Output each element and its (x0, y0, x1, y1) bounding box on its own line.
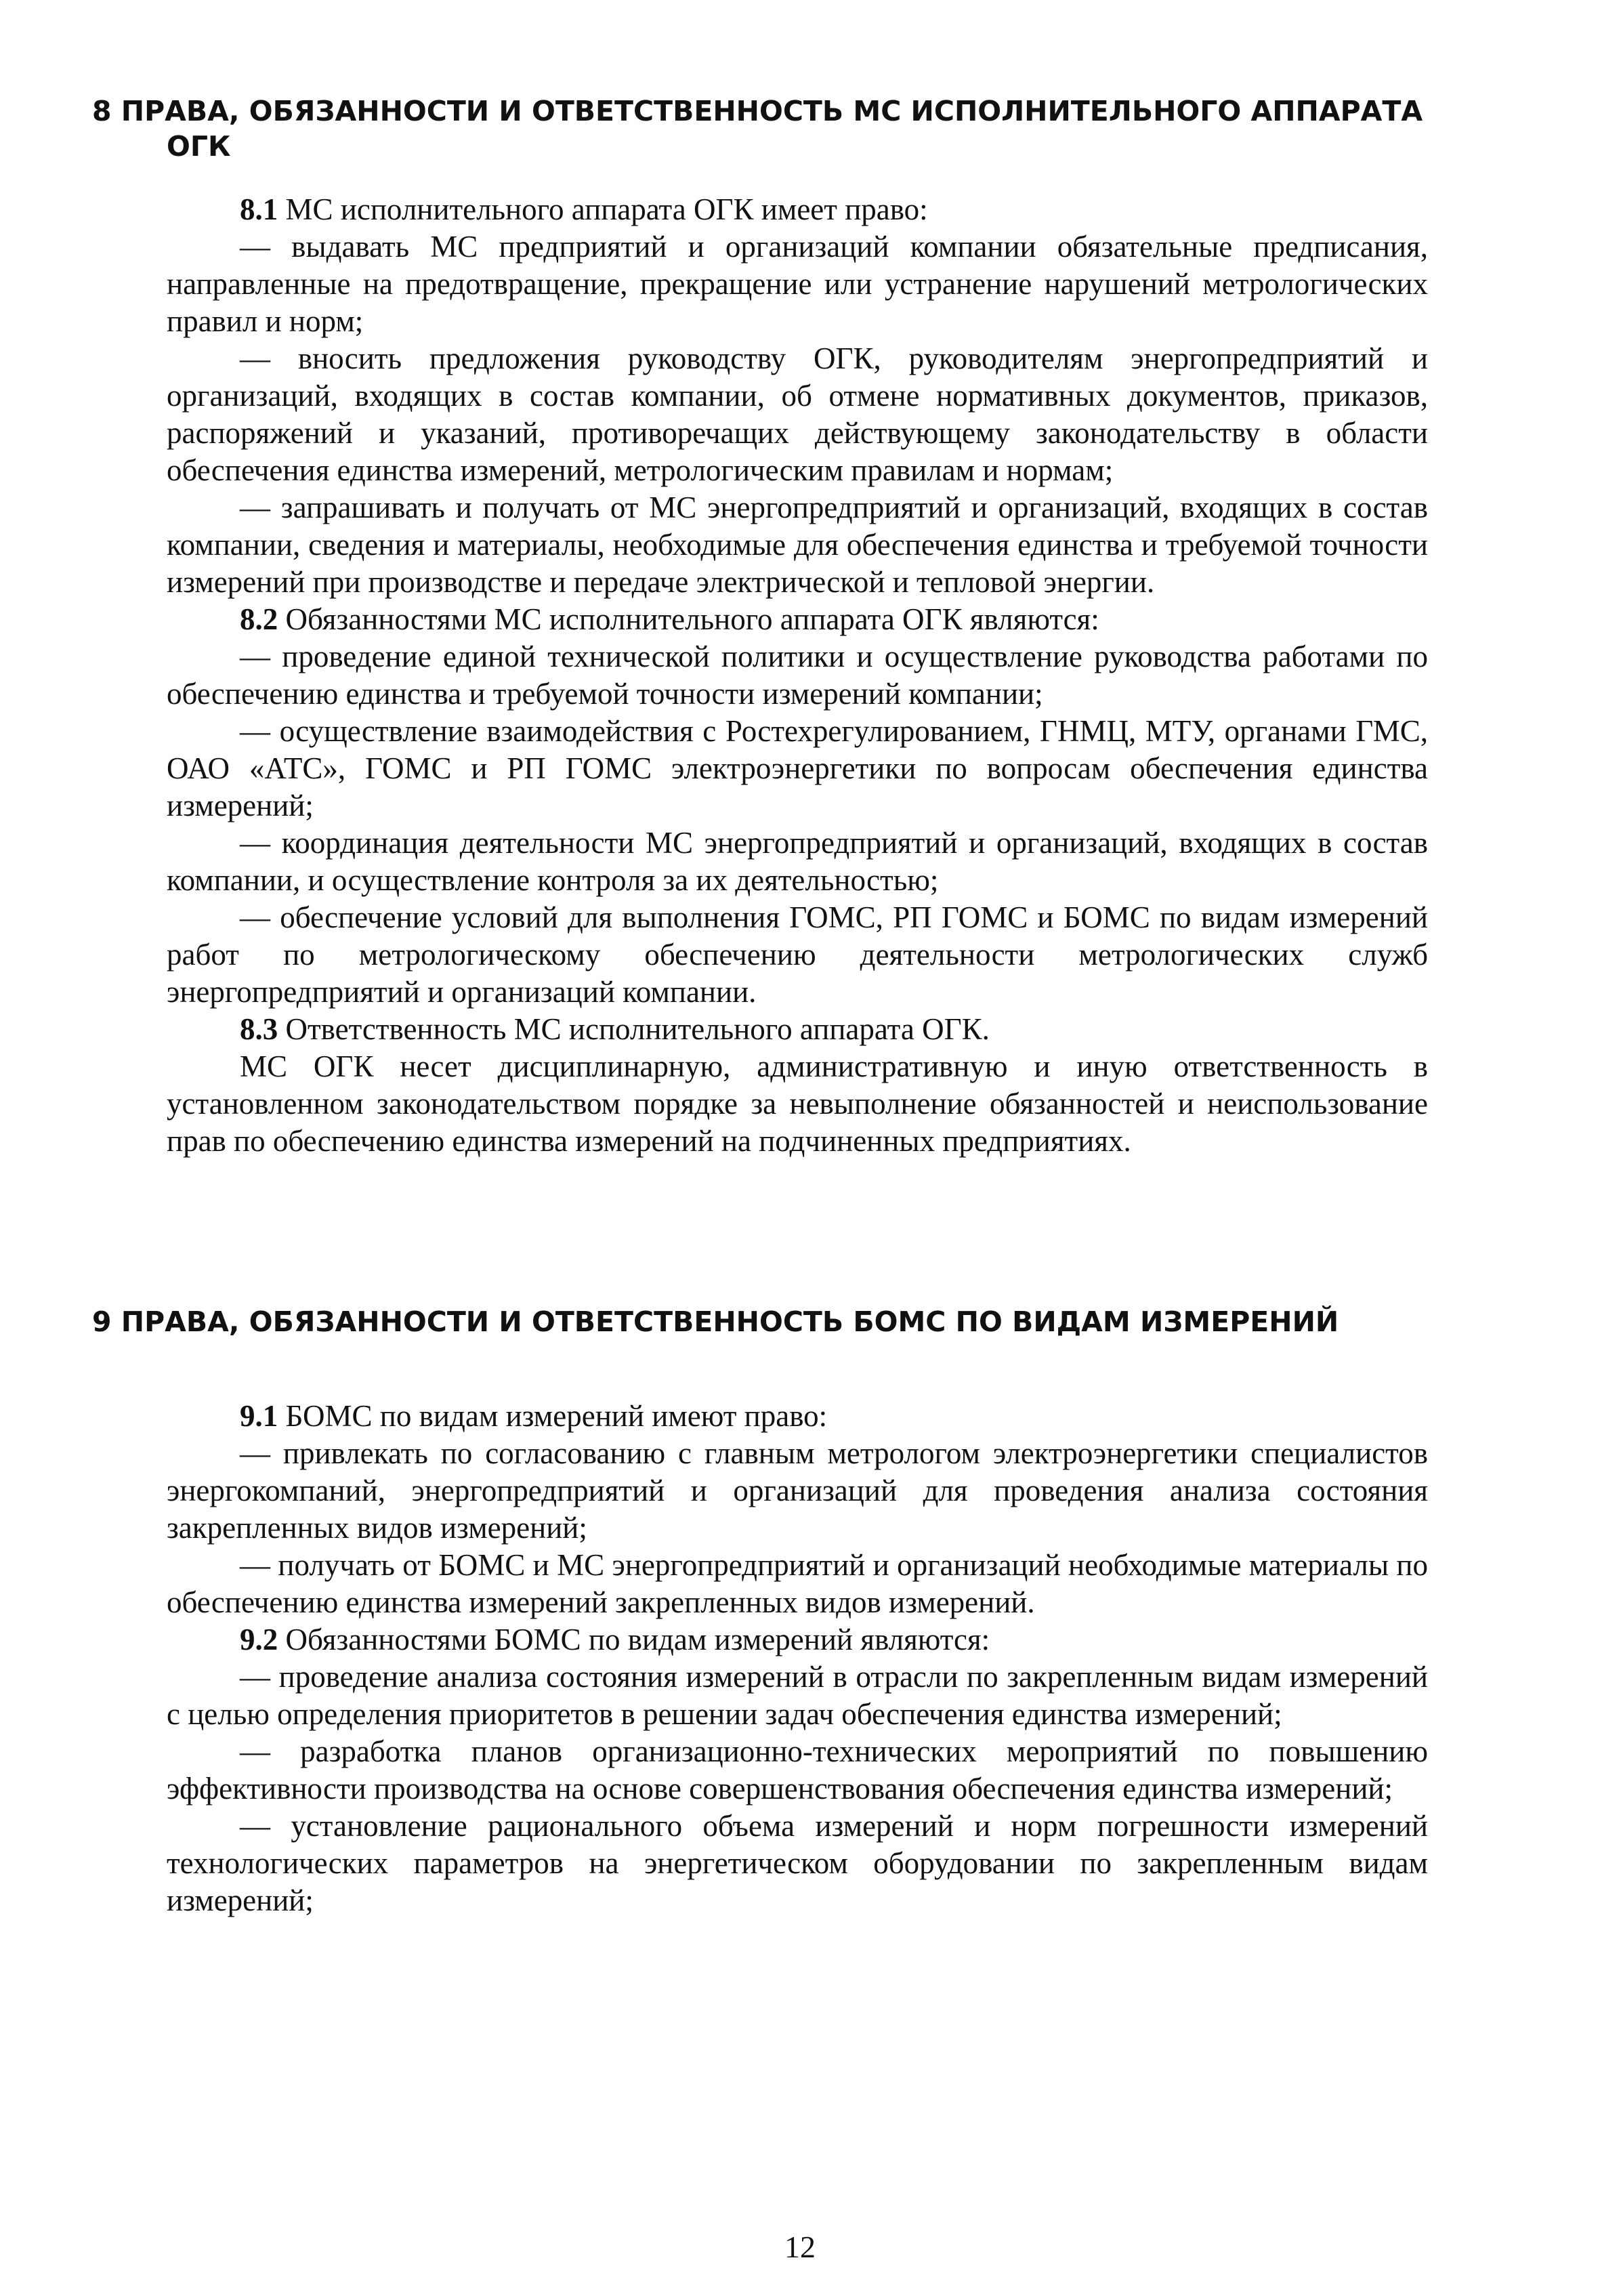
clause-9-2 (167, 1621, 1428, 1658)
list-item: — вносить предложения руководству ОГК, руководителям энергопредприятий и организаций, входящих в состав компании, об отмене нормативных документов, приказов, распоряжений и указаний, противоречащих действующему законодательству в области обеспечения единства измерений, метрологическим правилам и нормам; (167, 341, 1428, 487)
clause-text: Ответственность МС исполнительного аппарата ОГК. (285, 1012, 990, 1046)
clause-body: МС ОГК несет дисциплинарную, административную и иную ответственность в установленном законодательством порядке за невыполнение обязанностей и неиспользование прав по обеспечению единства измерений на подчиненных предприятиях. (167, 1049, 1428, 1158)
section-9-body (167, 1398, 1428, 1919)
list-item: — осуществление взаимодействия с Ростехрегулированием, ГНМЦ, МТУ, органами ГМС, ОАО «АТС», ГОМС и РП ГОМС электроэнергетики по вопросам обеспечения единства измерений; (167, 714, 1428, 822)
clause-number: 8.2 (240, 602, 278, 636)
clause-8-3 (167, 1011, 1428, 1048)
clause-number: 8.1 (240, 192, 278, 226)
section-8-body (167, 191, 1428, 1160)
clause-text: БОМС по видам измерений имеют право: (285, 1399, 828, 1433)
list-item: — обеспечение условий для выполнения ГОМС, РП ГОМС и БОМС по видам измерений работ по метрологическому обеспечению деятельности метрологических служб энергопредприятий и организаций компании. (167, 900, 1428, 1009)
list-item: — проведение единой технической политики и осуществление руководства работами по обеспечению единства и требуемой точности измерений компании; (167, 640, 1428, 711)
list-item: — получать от БОМС и МС энергопредприятий и организаций необходимые материалы по обеспечению единства измерений закрепленных видов измерений. (167, 1548, 1428, 1619)
page-number: 12 (784, 2230, 816, 2264)
clause-9-1 (167, 1398, 1428, 1435)
clause-8-1 (167, 191, 1428, 228)
clause-number: 8.3 (240, 1012, 278, 1046)
clause-number: 9.2 (240, 1623, 278, 1656)
clause-8-2 (167, 601, 1428, 638)
list-item: — разработка планов организационно-технических мероприятий по повышению эффективности производства на основе совершенствования обеспечения единства измерений; (167, 1734, 1428, 1806)
section-9-title: 9 ПРАВА, ОБЯЗАННОСТИ И ОТВЕТСТВЕННОСТЬ БОМС ПО ВИДАМ ИЗМЕРЕНИЙ (92, 1306, 1339, 1338)
clause-number: 9.1 (240, 1399, 278, 1433)
section-8-title: 8 ПРАВА, ОБЯЗАННОСТИ И ОТВЕТСТВЕННОСТЬ МС ИСПОЛНИТЕЛЬНОГО АППАРАТА ОГК (92, 95, 1423, 163)
list-item: — координация деятельности МС энергопредприятий и организаций, входящих в состав компании, и осуществление контроля за их деятельностью; (167, 826, 1428, 897)
list-item: — запрашивать и получать от МС энергопредприятий и организаций, входящих в состав компании, сведения и материалы, необходимые для обеспечения единства и требуемой точности измерений при производстве и передаче электрической и тепловой энергии. (167, 490, 1428, 599)
list-item: — установление рационального объема измерений и норм погрешности измерений технологических параметров на энергетическом оборудовании по закрепленным видам измерений; (167, 1809, 1428, 1917)
list-item: — привлекать по согласованию с главным метрологом электроэнергетики специалистов энергокомпаний, энергопредприятий и организаций для проведения анализа состояния закрепленных видов измерений; (167, 1436, 1428, 1545)
clause-text: МС исполнительного аппарата ОГК имеет право: (285, 192, 928, 226)
list-item: — проведение анализа состояния измерений в отрасли по закрепленным видам измерений с целью определения приоритетов в решении задач обеспечения единства измерений; (167, 1660, 1428, 1731)
clause-text: Обязанностями БОМС по видам измерений являются: (285, 1623, 990, 1656)
clause-text: Обязанностями МС исполнительного аппарата ОГК являются: (285, 602, 1099, 636)
list-item: — выдавать МС предприятий и организаций компании обязательные предписания, направленные на предотвращение, прекращение или устранение нарушений метрологических правил и норм; (167, 230, 1428, 338)
